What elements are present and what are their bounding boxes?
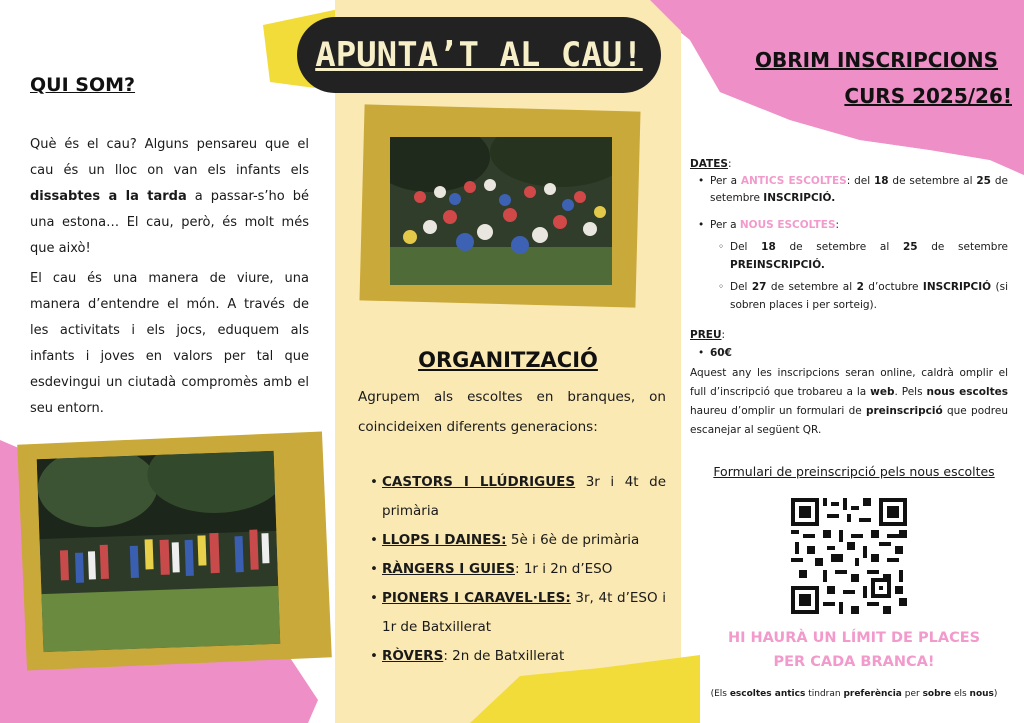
- p1-bold: dissabtes a la tarda: [30, 189, 187, 204]
- branch-item: [368, 642, 666, 671]
- p1-text: Què és el cau? Alguns pensareu que el cau és un lloc on van els infants els: [30, 137, 309, 178]
- branch-desc: : 1r i 2n d’ESO: [515, 561, 613, 577]
- preregistration-form-link[interactable]: Formulari de preinscripció pels nous escoltes: [713, 464, 995, 479]
- photo-group-children-art: [390, 137, 612, 285]
- registration-info: Aquest any les inscripcions seran online, caldrà omplir el full d’inscripció que trobareu a la web. Pels nous escoltes haureu d’omplir un formulari de preinscripció que podreu escanejar al següent QR.: [690, 367, 1008, 436]
- dates-nous: • Per a NOUS ESCOLTES: ◦ Del 18 de setembre al 25 de setembre PREINSCRIPCIÓ. ◦ Del 27 de setembre al 2 d’octubre INSCRIPCIÓ (si sobren places i per sorteig).: [696, 217, 1008, 314]
- dates-label: DATES: [690, 158, 728, 170]
- limit-line2: PER CADA BRANCA!: [773, 654, 935, 670]
- qr-code-icon[interactable]: [791, 498, 907, 614]
- limit-line1: HI HAURÀ UN LÍMIT DE PLACES: [727, 630, 981, 646]
- organization-intro: Agrupem als escoltes en branques, on coincideixen diferents generacions:: [358, 389, 666, 435]
- price-value: 60€: [710, 347, 732, 359]
- registration-heading-line2: CURS 2025/26!: [844, 84, 1012, 108]
- registration-heading: [700, 42, 1012, 114]
- branch-desc: : 2n de Batxillerat: [443, 648, 565, 664]
- left-paragraph-2: El cau és una manera de viure, una manera d’entendre el món. A través de les activitats i els jocs, eduquem als infants i joves en valors per tal que esdevingui un ciutadà compromès amb el seu entorn.: [30, 271, 309, 416]
- branch-desc: 3r, 4t d’ESO i 1r de Batxillerat: [382, 590, 666, 635]
- p1-text-end: a passar-s’ho bé una estona… El cau, però, és molt més que això!: [30, 189, 309, 256]
- places-limit-notice: [690, 626, 1018, 674]
- branch-item: [368, 526, 666, 555]
- registration-heading-line1: OBRIM INSCRIPCIONS: [755, 48, 998, 72]
- left-paragraph-1: [30, 132, 309, 262]
- organization-heading: ORGANITZACIÓ: [418, 348, 598, 372]
- branch-name: CASTORS I LLÚDRIGUES: [382, 474, 576, 490]
- price-section: PREU: • 60€ Aquest any les inscripcions seran online, caldrà omplir el full d’inscripció que trobareu a la web. Pels nous escoltes haureu d’omplir un formulari de preinscripció que podreu escanejar al següent QR.: [690, 326, 1008, 440]
- branch-desc: 5è i 6è de primària: [506, 532, 640, 548]
- dates-section: DATES: • Per a ANTICS ESCOLTES: del 18 de setembre al 25 de setembre INSCRIPCIÓ. • Per a NOUS ESCOLTES: ◦ Del 18 de setembre al 25 de setembre PREINSCRIPCIÓ. ◦ Del 27 de setembre al 2 d’octubre INSCRIPCIÓ (si sobren places i per sorteig).: [690, 156, 1008, 314]
- dates-nous-pre: ◦ Del 18 de setembre al 25 de setembre PREINSCRIPCIÓ.: [716, 238, 1008, 274]
- branch-item: [368, 468, 666, 526]
- branch-name: LLOPS I DAINES:: [382, 532, 507, 548]
- branch-desc: 3r i 4t de primària: [382, 474, 667, 519]
- left-heading: QUI SOM?: [30, 74, 136, 96]
- branch-name: RÒVERS: [382, 648, 444, 664]
- branch-item: [368, 584, 666, 642]
- dates-antics: • Per a ANTICS ESCOLTES: del 18 de setembre al 25 de setembre INSCRIPCIÓ.: [696, 173, 1008, 207]
- main-title: APUNTA’T AL CAU!: [297, 17, 661, 93]
- branches-list: [368, 468, 666, 671]
- price-label: PREU: [690, 329, 722, 341]
- dates-nous-ins: ◦ Del 27 de setembre al 2 d’octubre INSCRIPCIÓ (si sobren places i per sorteig).: [716, 278, 1008, 314]
- branch-name: PIONERS I CARAVEL·LES:: [382, 590, 571, 606]
- photo-group-children: [390, 137, 612, 285]
- branch-item: [368, 555, 666, 584]
- footnote: (Els escoltes antics tindran preferència per sobre els nous): [710, 689, 998, 699]
- photo-running-children-art: [37, 451, 281, 652]
- branch-name: RÀNGERS I GUIES: [382, 561, 515, 577]
- photo-running-children: [37, 451, 281, 652]
